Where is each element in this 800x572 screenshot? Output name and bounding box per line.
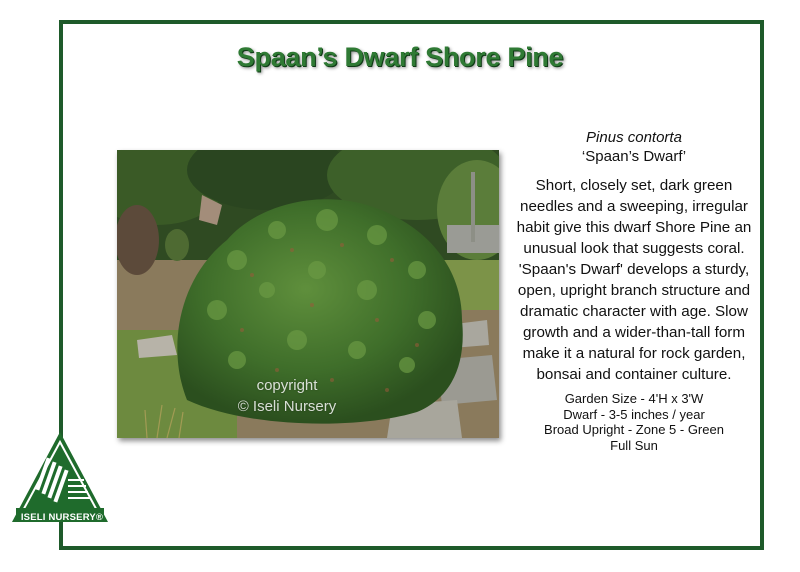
description-column — [510, 128, 758, 453]
logo-wordmark: ISELI NURSERY® — [20, 512, 104, 523]
page-title: Spaan’s Dwarf Shore Pine — [236, 42, 564, 72]
plant-description: Short, closely set, dark green needles and a sweeping, irregular habit give this dwarf Shore Pine an unusual look that suggests coral. 'Spaan's Dwarf' develops a sturdy, open, upright branch structure and dramatic character with age. Slow growth and a wider-than-tall form make it a natural for rock garden, bonsai and container culture. — [516, 177, 752, 383]
spec-exposure: Full Sun — [610, 437, 658, 453]
spec-garden-size: Garden Size - 4'H x 3'W — [564, 391, 704, 406]
cultivar-name: ‘Spaan’s Dwarf’ — [581, 148, 687, 165]
pine-photo-illustration — [117, 150, 499, 438]
spec-form-zone: Broad Upright - Zone 5 - Green — [544, 422, 724, 437]
spec-growth-rate: Dwarf - 3-5 inches / year — [563, 406, 705, 422]
plant-specs — [510, 391, 758, 453]
latin-name: Pinus contorta — [586, 129, 682, 146]
watermark-nursery: © Iseli Nursery — [237, 398, 337, 415]
plant-photo — [117, 150, 499, 438]
watermark-copyright: copyright — [256, 377, 318, 394]
